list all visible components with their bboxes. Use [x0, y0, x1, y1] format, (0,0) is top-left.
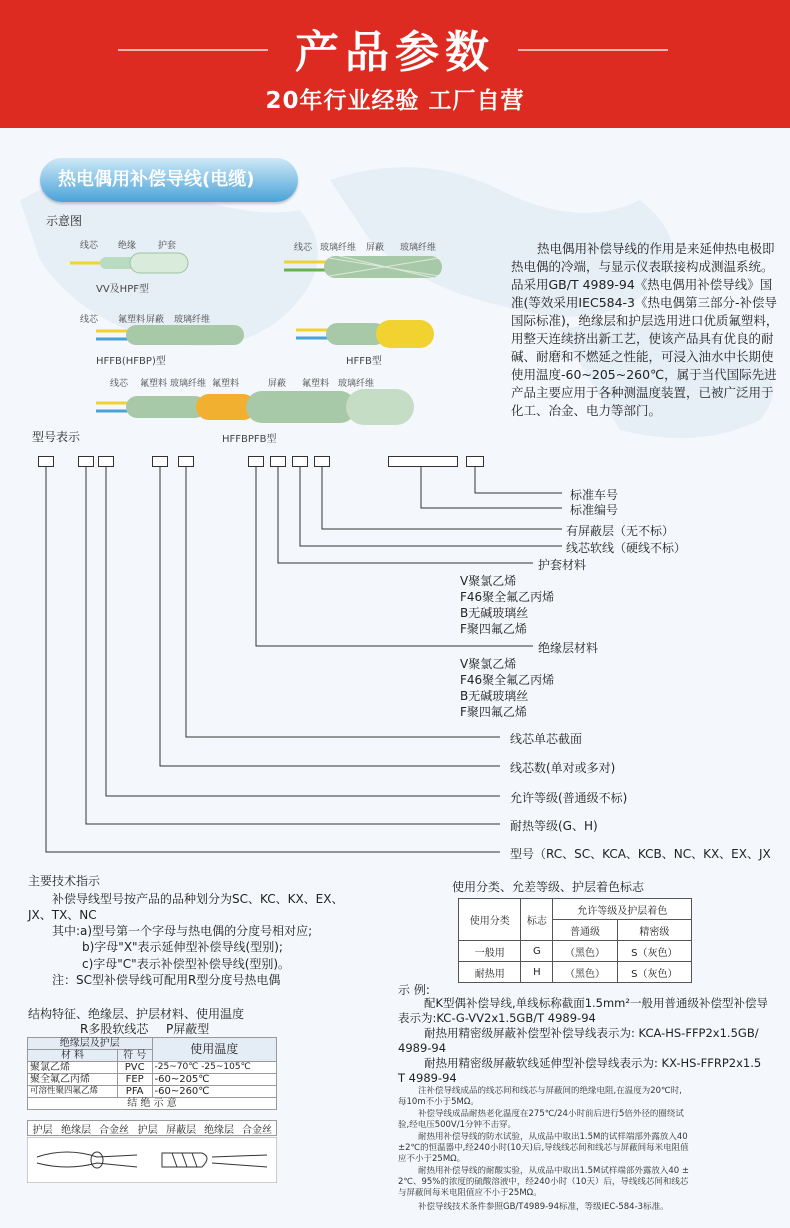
- cable-diagram-2: [284, 252, 444, 282]
- cable-diagram-3: [96, 322, 246, 348]
- d2-label-shield: 屏蔽: [366, 243, 385, 253]
- d5-label-0: 线芯: [110, 379, 129, 389]
- tech-line: c)字母"C"表示补偿型补偿导线(型别)。: [82, 957, 291, 971]
- usage-cell: 一般用: [459, 941, 521, 962]
- usage-cell: （黑色）: [553, 962, 617, 983]
- struct-cell: -60~205℃: [152, 1074, 277, 1086]
- struct-cell: PVC: [117, 1062, 152, 1074]
- struct-cable-sketches: [27, 1137, 277, 1183]
- model-heading: 型号表示: [32, 430, 81, 444]
- cable-diagram-4: [296, 318, 436, 352]
- struct-diag-col: 合金丝: [99, 1125, 130, 1136]
- model-label: F聚四氟乙烯: [460, 622, 527, 636]
- tech-line: 注：SC型补偿导线可配用R型分度号热电偶: [52, 973, 281, 987]
- struct-diag-col: 护层: [137, 1125, 158, 1136]
- note-line: 验,经电压500V/1分钟不击穿。: [398, 1120, 517, 1130]
- table-row: [28, 1074, 277, 1086]
- struct-sub2: P屏蔽型: [166, 1022, 210, 1036]
- d2-label-core: 线芯: [294, 243, 313, 253]
- struct-diag-col: 护层: [32, 1125, 53, 1136]
- model-label: 耐热等级(G、H): [510, 819, 598, 833]
- note-line: 应不小于25MΩ。: [398, 1154, 466, 1164]
- model-label: 护套材料: [538, 558, 587, 572]
- struct-cell: 聚全氟乙丙烯: [28, 1074, 118, 1086]
- usage-table: [458, 898, 692, 983]
- d1-label-core: 线芯: [80, 241, 99, 251]
- note-line: 与屏蔽间每米电阻值应不小于25MΩ。: [398, 1188, 542, 1198]
- model-label: 有屏蔽层（无不标）: [566, 524, 675, 538]
- usage-cell: 耐热用: [459, 962, 521, 983]
- struct-table: [27, 1037, 277, 1110]
- model-leader-lines: [0, 460, 790, 860]
- example-line: 4989-94: [398, 1041, 447, 1055]
- struct-cell: -25~70℃ -25~105℃: [152, 1062, 277, 1074]
- model-label: 线芯软线（硬线不标）: [566, 541, 687, 555]
- struct-diag-col: 绝缘层: [61, 1125, 92, 1136]
- usage-cell: S（灰色）: [617, 962, 691, 983]
- tech-line: 其中:a)型号第一个字母与热电偶的分度号相对应;: [52, 924, 313, 938]
- usage-h-normal: 普通级: [553, 920, 617, 941]
- intro-line: 产品主要应用于各种测温度装置，已被广泛用于: [511, 385, 774, 400]
- model-label: B无碱玻璃丝: [460, 689, 529, 703]
- d3-label-fluoro: 氟塑料: [118, 315, 146, 325]
- usage-h-precise: 精密级: [617, 920, 691, 941]
- intro-line: 碱、耐磨和不燃延之性能，可浸入油水中长期使: [511, 349, 774, 364]
- usage-h-mark: 标志: [521, 899, 553, 941]
- d3-name: HFFB(HFBP)型: [96, 356, 166, 367]
- example-line: T 4989-94: [398, 1071, 457, 1085]
- model-label: V聚氯乙烯: [460, 657, 517, 671]
- note-line: 耐热用补偿导线的耐酸实验，从成品中取出1.5M试样端部外露放入40 ±: [418, 1166, 689, 1176]
- usage-cell: H: [521, 962, 553, 983]
- struct-diag-col: 屏蔽层: [166, 1125, 197, 1136]
- d3-label-core: 线芯: [80, 315, 99, 325]
- table-row: [459, 941, 692, 962]
- struct-cell: 可溶性聚四氟乙烯: [28, 1086, 118, 1098]
- intro-line: 品采用GB/T 4989-94《热电偶用补偿导线》国: [511, 277, 773, 292]
- model-label: 线芯数(单对或多对): [510, 761, 616, 775]
- d5-label-2: 玻璃纤维: [170, 379, 207, 389]
- d4-name: HFFB型: [346, 356, 382, 367]
- struct-diag-col: 绝缘层: [204, 1125, 235, 1136]
- model-label: V聚氯乙烯: [460, 574, 517, 588]
- model-label: 绝缘层材料: [538, 641, 599, 655]
- table-row: [28, 1086, 277, 1098]
- usage-h-color: 允许等级及护层着色: [553, 899, 692, 920]
- note-line: 耐热用补偿导线的防水试验，从成品中取出1.5M的试样端部外露放入40: [418, 1132, 688, 1142]
- example-line: 配K型偶补偿导线,单线标称截面1.5mm²一般用普通级补偿型补偿导: [424, 996, 768, 1010]
- d2-label-gf2: 玻璃纤维: [400, 243, 437, 253]
- d5-label-5: 氟塑料: [302, 379, 330, 389]
- model-label: 标准编号: [570, 503, 619, 517]
- struct-cell: -60~260℃: [152, 1086, 277, 1098]
- note-line: 注补偿导线成品的线芯间和线芯与屏蔽间的绝缘电阻,在温度为20℃时,: [418, 1086, 682, 1096]
- model-label: B无碱玻璃丝: [460, 606, 529, 620]
- struct-cell: PFA: [117, 1086, 152, 1098]
- model-label: 标准车号: [570, 488, 619, 502]
- cable-diagram-5: [96, 388, 416, 426]
- intro-line: 化工、冶金、电力等部门。: [511, 403, 662, 418]
- intro-line: 准(等效采用IEC584-3《热电偶第三部分-补偿导: [511, 295, 778, 310]
- usage-cell: S（灰色）: [617, 941, 691, 962]
- table-row: [28, 1062, 277, 1074]
- intro-line: 热电偶的冷端，与显示仪表联接构成测温系统。: [511, 259, 774, 274]
- d5-label-6: 玻璃纤维: [338, 379, 375, 389]
- struct-h-ins: 绝缘层及护层: [28, 1038, 153, 1050]
- d5-label-1: 氟塑料: [140, 379, 168, 389]
- usage-cell: （黑色）: [553, 941, 617, 962]
- struct-diag-col: 合金丝: [241, 1125, 272, 1136]
- intro-line: 使用温度-60~205~260℃，属于当代国际先进: [511, 367, 777, 382]
- note-line: 补偿导线成品耐热老化温度在275℃/24小时前后进行5倍外径的圈绕试: [418, 1109, 684, 1119]
- example-line: 耐热用精密级屏蔽补偿型补偿导线表示为: KCA-HS-FFP2x1.5GB/: [424, 1026, 759, 1040]
- d5-name: HFFBPFB型: [222, 434, 277, 445]
- model-label: 允许等级(普通级不标): [510, 791, 628, 805]
- struct-h-mat: 材 料: [28, 1050, 118, 1062]
- header-banner: [0, 0, 790, 128]
- d3-label-gf: 玻璃纤维: [174, 315, 211, 325]
- model-label: F46聚全氟乙丙烯: [460, 673, 555, 687]
- d1-name: VV及HPF型: [96, 284, 149, 295]
- struct-h-sym: 符 号: [117, 1050, 152, 1062]
- section-title: 热电偶用补偿导线(电缆): [40, 158, 298, 202]
- struct-sub1: R多股软线芯: [80, 1022, 149, 1036]
- tech-line: b)字母"X"表示延伸型补偿导线(型别);: [82, 940, 283, 954]
- note-line: ±2℃的恒温器中,经240小时(10天)后,导线线芯间和线芯与屏蔽间每米电阻值: [398, 1143, 689, 1153]
- struct-diag-header: [27, 1120, 277, 1136]
- diagram-label: 示意图: [46, 214, 83, 228]
- table-row: [459, 962, 692, 983]
- d5-label-4: 屏蔽: [268, 379, 287, 389]
- cable-diagram-1: [70, 250, 190, 276]
- note-line: 补偿导线技术条件参照GB/T4989-94标准，等级IEC-584-3标准。: [418, 1202, 669, 1212]
- model-label: F46聚全氟乙丙烯: [460, 590, 555, 604]
- intro-line: 国际标准)，绝缘层和护层选用进口优质氟塑料，: [511, 313, 779, 328]
- d3-label-shield: 屏蔽: [146, 315, 165, 325]
- d5-label-3: 氟塑料: [212, 379, 240, 389]
- intro-line: 用整天连续挤出新工艺，使该产品具有优良的耐: [511, 331, 774, 346]
- example-line: 表示为:KC-G-VV2x1.5GB/T 4989-94: [398, 1011, 596, 1025]
- usage-heading: 使用分类、允差等级、护层着色标志: [452, 880, 645, 894]
- struct-cell: FEP: [117, 1074, 152, 1086]
- usage-h-class: 使用分类: [459, 899, 521, 941]
- d1-label-ins: 绝缘: [118, 241, 137, 251]
- example-line: 耐热用精密级屏蔽软线延伸型补偿导线表示为: KX-HS-FFRP2x1.5: [424, 1056, 762, 1070]
- note-line: 每10m不小于5MΩ。: [398, 1097, 479, 1107]
- struct-diag-title: 结 绝 示 意: [28, 1098, 277, 1110]
- struct-h-temp: 使用温度: [152, 1038, 277, 1062]
- intro-line: 热电偶用补偿导线的作用是来延伸热电极即: [537, 241, 775, 256]
- tech-heading: 主要技术指示: [28, 874, 101, 888]
- banner-title: 产品参数: [295, 27, 495, 78]
- tech-line: 补偿导线型号按产品的品种划分为SC、KC、KX、EX、: [52, 892, 344, 906]
- model-label: 线芯单芯截面: [510, 732, 583, 746]
- d2-label-gf: 玻璃纤维: [320, 243, 357, 253]
- struct-cell: 聚氯乙烯: [28, 1062, 118, 1074]
- struct-heading: 结构特征、绝缘层、护层材料、使用温度: [28, 1007, 245, 1021]
- intro-paragraph: [511, 240, 786, 420]
- banner-subtitle: 20年行业经验 工厂自营: [265, 88, 525, 114]
- model-label: F聚四氟乙烯: [460, 705, 527, 719]
- examples-heading: 示 例:: [398, 983, 430, 997]
- d1-label-sheath: 护套: [158, 241, 177, 251]
- usage-cell: G: [521, 941, 553, 962]
- tech-line: JX、TX、NC: [28, 908, 97, 922]
- note-line: 2℃、95%的浓度的硫酸溶液中，经240小时（10天）后，导线线芯间和线芯: [398, 1177, 689, 1187]
- model-label: 型号（RC、SC、KCA、KCB、NC、KX、EX、JX: [510, 847, 771, 861]
